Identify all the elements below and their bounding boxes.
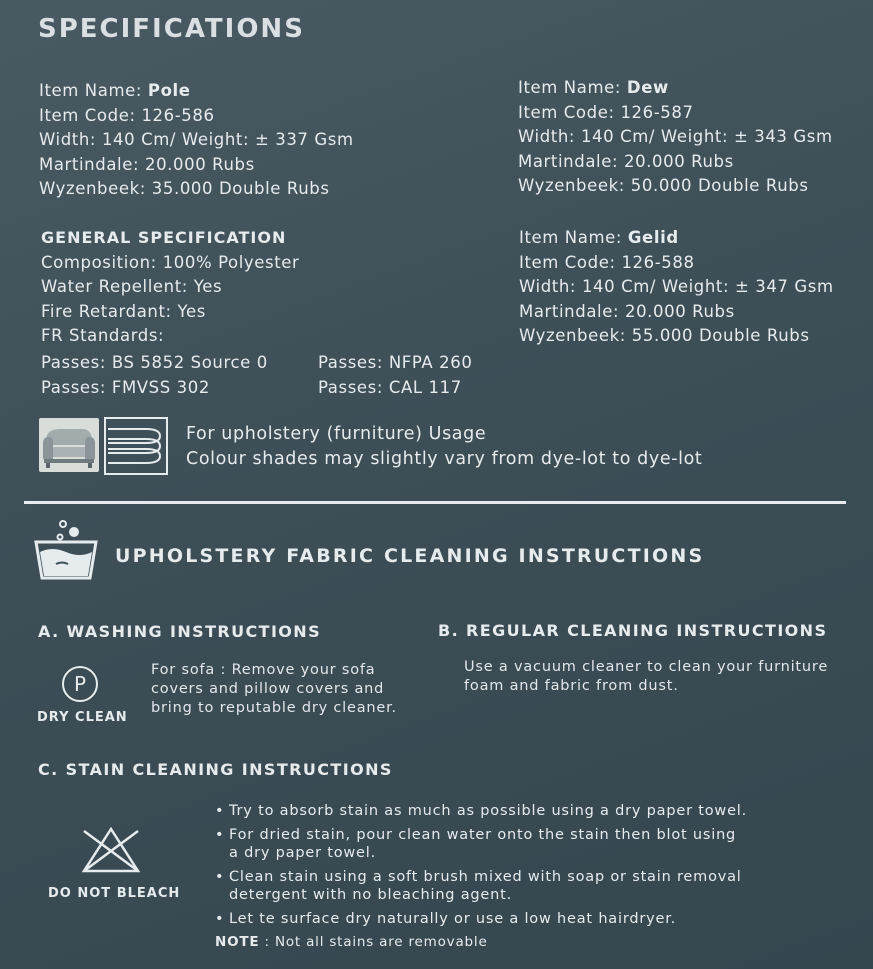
item-wyzenbeek: Wyzenbeek: 50.000 Double Rubs [518,176,809,195]
pass-item: Passes: NFPA 260 [318,353,473,372]
page-title: SPECIFICATIONS [38,14,305,44]
wash-basin-icon [34,516,98,582]
bullet-line: For dried stain, pour clean water onto the stain then blot using [229,826,737,843]
fabric-layers-icon [104,417,168,475]
pass-item: Passes: FMVSS 302 [41,377,210,397]
washing-heading: A. WASHING INSTRUCTIONS [38,622,322,641]
bullet-line: Try to absorb stain as much as possible using a dry paper towel. [229,803,748,819]
regular-line: Use a vacuum cleaner to clean your furniture [464,659,829,675]
item-wyzenbeek: Wyzenbeek: 35.000 Double Rubs [39,179,330,198]
dry-clean-icon [61,665,99,703]
note-text: : Not all stains are removable [264,934,488,950]
item-code: Item Code: 126-586 [39,105,215,125]
item-name: Gelid [627,228,679,247]
fr-standards: FR Standards: [41,326,165,345]
section-divider [24,501,846,504]
cleaning-heading: UPHOLSTERY FABRIC CLEANING INSTRUCTIONS [115,545,705,567]
regular-text [464,658,828,696]
bullet-line: Clean stain using a soft brush mixed with soap or stain removal [229,868,742,885]
bullet-line: Let te surface dry naturally or use a low heat hairdryer. [229,910,677,927]
list-item: • Clean stain using a soft brush mixed with soap or stain removal detergent with no bleaching agent. [215,868,742,903]
regular-heading: B. REGULAR CLEANING INSTRUCTIONS [438,621,828,640]
stain-heading: C. STAIN CLEANING INSTRUCTIONS [38,760,393,779]
item-width: Width: 140 Cm/ Weight: ± 347 Gsm [519,277,834,296]
item-martindale: Martindale: 20.000 Rubs [39,154,255,174]
item-dew [518,76,833,199]
item-gelid [519,226,834,349]
washing-line: bring to reputable dry cleaner. [151,700,397,716]
list-item: • Let te surface dry naturally or use a low heat hairdryer. [215,910,677,927]
item-name-label: Item Name: [39,81,143,100]
stain-bullets [215,802,855,952]
pass-item: Passes: BS 5852 Source 0 [41,353,268,372]
item-code: Item Code: 126-588 [519,252,695,272]
item-name: Dew [626,78,669,97]
composition: Composition: 100% Polyester [41,252,300,272]
bullet-line: a dry paper towel. [229,845,377,861]
item-pole [39,79,354,202]
item-name: Pole [147,81,191,100]
dry-clean-label: DRY CLEAN [37,710,128,725]
svg-text:P: P [73,672,87,696]
item-martindale: Martindale: 20.000 Rubs [518,151,734,171]
usage-line: For upholstery (furniture) Usage [186,424,487,444]
item-name-label: Item Name: [519,228,623,247]
sofa-icon [38,417,100,473]
list-item: • Try to absorb stain as much as possible using a dry paper towel. [215,803,748,819]
bullet-line: detergent with no bleaching agent. [229,887,513,903]
washing-text [151,661,397,718]
item-width: Width: 140 Cm/ Weight: ± 337 Gsm [39,130,354,149]
passes-right [318,351,472,400]
general-specification [41,226,299,349]
usage-notes [186,422,702,472]
pass-item: Passes: CAL 117 [318,377,462,397]
note-label: NOTE [215,934,260,950]
passes-left [41,351,268,400]
fire-retardant: Fire Retardant: Yes [41,301,206,321]
washing-line: For sofa : Remove your sofa [151,662,376,678]
general-heading: GENERAL SPECIFICATION [41,228,287,247]
washing-line: covers and pillow covers and [151,681,385,697]
item-code: Item Code: 126-587 [518,102,694,122]
item-name-label: Item Name: [518,78,622,97]
item-martindale: Martindale: 20.000 Rubs [519,301,735,321]
no-bleach-label: DO NOT BLEACH [48,886,181,901]
item-wyzenbeek: Wyzenbeek: 55.000 Double Rubs [519,326,810,345]
list-item: • For dried stain, pour clean water onto the stain then blot using a dry paper towel. [215,826,737,861]
regular-line: foam and fabric from dust. [464,678,679,694]
water-repellent: Water Repellent: Yes [41,277,223,296]
dye-lot-note: Colour shades may slightly vary from dye-lot to dye-lot [186,449,703,469]
stain-note [215,933,855,952]
item-width: Width: 140 Cm/ Weight: ± 343 Gsm [518,127,833,146]
no-bleach-icon [78,825,144,875]
